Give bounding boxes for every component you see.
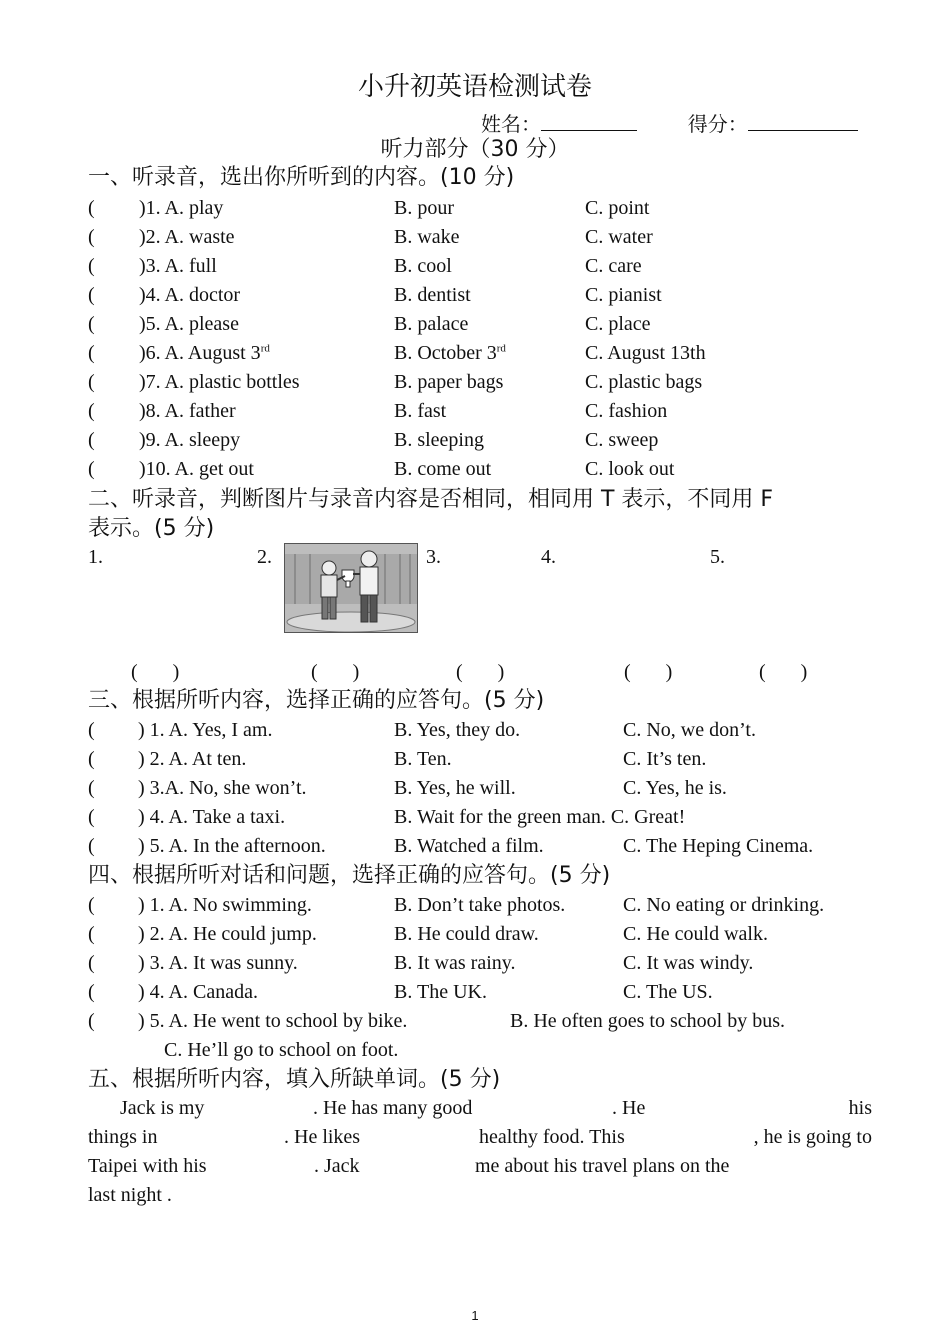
s4-question-row-1 [88,894,888,923]
s4-question-5-option-c: C. He’ll go to school on foot. [164,1039,399,1061]
cloze-text: healthy food. This [479,1126,625,1148]
question-option-b: B. Yes, they do. [394,719,521,741]
question-option-a: )7. A. plastic bottles [139,371,300,393]
answer-paren[interactable]: ( [88,371,95,393]
question-option-b: B. dentist [394,284,471,306]
question-option-b: B. Wait for the green man. C. Great! [394,806,686,828]
trophy-award-illustration [285,544,417,632]
question-option-a: ) 2. A. At ten. [138,748,247,770]
question-option-c: C. plastic bags [585,371,703,393]
s3-question-row-1 [88,719,888,748]
question-option-c: C. care [585,255,642,277]
question-option-b: B. He often goes to school by bus. [510,1010,785,1032]
question-option-b: B. come out [394,458,492,480]
answer-paren[interactable]: ( [88,981,95,1003]
question-option-c: C. No eating or drinking. [623,894,825,916]
cloze-text: . He likes [284,1126,361,1148]
answer-paren-1[interactable]: ( ) [131,661,180,683]
answer-paren-5[interactable]: ( ) [759,661,808,683]
cloze-text: , he is going to [753,1126,872,1148]
question-option-a: )2. A. waste [139,226,235,248]
question-option-a: ) 1. A. No swimming. [138,894,312,916]
answer-paren[interactable]: ( [88,226,95,248]
cloze-text: . He [612,1097,646,1119]
question-option-a: ) 1. A. Yes, I am. [138,719,273,741]
question-option-a: )10. A. get out [139,458,254,480]
question-option-c: C. It’s ten. [623,748,707,770]
name-label: 姓名： [481,112,541,136]
question-option-c: C. point [585,197,650,219]
cloze-line-1 [88,1097,872,1126]
s1-question-row-1 [88,197,888,226]
answer-paren[interactable]: ( [88,313,95,335]
trophy-award-picture [284,543,418,633]
s1-question-row-8 [88,400,888,429]
question-option-c: C. The US. [623,981,713,1003]
question-option-b: B. wake [394,226,460,248]
section5-heading: 五、根据所听内容，填入所缺单词。(5 分) [88,1067,501,1092]
question-option-b: B. It was rainy. [394,952,516,974]
answer-paren[interactable]: ( [88,284,95,306]
picture-number-2: 2. [257,546,272,568]
answer-paren[interactable]: ( [88,719,95,741]
question-option-c: C. He could walk. [623,923,768,945]
answer-paren-4[interactable]: ( ) [624,661,673,683]
answer-paren[interactable]: ( [88,458,95,480]
question-option-b: B. Watched a film. [394,835,544,857]
question-option-c: C. August 13th [585,342,706,364]
question-option-a: ) 4. A. Take a taxi. [138,806,286,828]
s1-question-row-9 [88,429,888,458]
question-option-b: B. cool [394,255,452,277]
question-option-a: )5. A. please [139,313,239,335]
answer-paren[interactable]: ( [88,806,95,828]
page-number: 1 [471,1308,479,1323]
question-option-a: )9. A. sleepy [139,429,241,451]
s1-question-row-4 [88,284,888,313]
cloze-text: Taipei with his [88,1155,207,1177]
s1-question-row-3 [88,255,888,284]
answer-paren[interactable]: ( [88,1010,95,1032]
cloze-text: . He has many good [313,1097,473,1119]
cloze-text: last night . [88,1184,172,1206]
question-option-b: B. Ten. [394,748,452,770]
question-option-c: C. The Heping Cinema. [623,835,814,857]
picture-number-4: 4. [541,546,556,568]
cloze-text: things in [88,1126,158,1148]
s3-question-row-4 [88,806,888,835]
question-option-b: B. paper bags [394,371,504,393]
question-option-b: B. palace [394,313,469,335]
question-option-a: )1. A. play [139,197,224,219]
section1-heading: 一、听录音，选出你所听到的内容。(10 分) [88,165,515,190]
s1-question-row-7 [88,371,888,400]
question-option-a: )8. A. father [139,400,236,422]
picture-number-5: 5. [710,546,725,568]
s4-question-row-5 [88,1010,888,1039]
s1-question-row-2 [88,226,888,255]
page-title: 小升初英语检测试卷 [357,72,592,102]
answer-paren[interactable]: ( [88,342,95,364]
question-option-a: ) 2. A. He could jump. [138,923,317,945]
question-option-c: C. pianist [585,284,662,306]
question-option-c: C. Yes, he is. [623,777,727,799]
question-option-a: ) 3. A. It was sunny. [138,952,298,974]
question-option-a: ) 3.A. No, she won’t. [138,777,307,799]
section4-heading: 四、根据所听对话和问题，选择正确的应答句。(5 分) [88,863,611,888]
question-option-c: C. No, we don’t. [623,719,756,741]
question-option-a: ) 4. A. Canada. [138,981,258,1003]
s4-question-row-2 [88,923,888,952]
picture-number-3: 3. [426,546,441,568]
question-option-a: )4. A. doctor [139,284,241,306]
question-option-c: C. fashion [585,400,668,422]
question-option-c: C. sweep [585,429,659,451]
question-option-b: B. October 3rd [394,342,506,364]
answer-paren[interactable]: ( [88,894,95,916]
question-option-b: B. Yes, he will. [394,777,516,799]
answer-paren[interactable]: ( [88,748,95,770]
cloze-text: Jack is my [120,1097,205,1119]
question-option-a: ) 5. A. He went to school by bike. [138,1010,408,1032]
question-option-a: ) 5. A. In the afternoon. [138,835,326,857]
question-option-c: C. It was windy. [623,952,754,974]
s1-question-row-5 [88,313,888,342]
s4-question-row-3 [88,952,888,981]
answer-paren-2[interactable]: ( ) [311,661,360,683]
answer-paren[interactable]: ( [88,429,95,451]
question-option-b: B. pour [394,197,454,219]
cloze-line-2 [88,1126,872,1155]
s3-question-row-3 [88,777,888,806]
score-blank[interactable] [748,112,858,131]
question-option-b: B. He could draw. [394,923,539,945]
answer-paren[interactable]: ( [88,952,95,974]
question-option-c: C. place [585,313,651,335]
answer-paren[interactable]: ( [88,197,95,219]
answer-paren[interactable]: ( [88,400,95,422]
s1-question-row-6 [88,342,888,371]
question-option-c: C. look out [585,458,675,480]
answer-paren-3[interactable]: ( ) [456,661,505,683]
cloze-text: his [848,1097,872,1119]
answer-paren[interactable]: ( [88,923,95,945]
s4-question-row-4 [88,981,888,1010]
cloze-text: me about his travel plans on the [475,1155,730,1177]
question-option-b: B. Don’t take photos. [394,894,566,916]
picture-number-1: 1. [88,546,103,568]
section2-heading-line1: 二、听录音，判断图片与录音内容是否相同，相同用 T 表示，不同用 F [88,487,774,512]
question-option-b: B. fast [394,400,447,422]
cloze-line-4 [88,1184,872,1213]
question-option-c: C. water [585,226,653,248]
question-option-a: )6. A. August 3rd [139,342,270,364]
question-option-a: )3. A. full [139,255,217,277]
section2-heading-line2: 表示。(5 分) [88,516,215,541]
answer-paren[interactable]: ( [88,777,95,799]
cloze-text: . Jack [314,1155,360,1177]
name-blank[interactable] [541,112,637,131]
answer-paren[interactable]: ( [88,835,95,857]
section3-heading: 三、根据所听内容，选择正确的应答句。(5 分) [88,688,545,713]
score-label: 得分： [687,112,748,136]
cloze-line-3 [88,1155,872,1184]
question-option-b: B. The UK. [394,981,487,1003]
listening-part-title: 听力部分（30 分） [380,137,570,162]
answer-paren[interactable]: ( [88,255,95,277]
s3-question-row-2 [88,748,888,777]
question-option-b: B. sleeping [394,429,484,451]
